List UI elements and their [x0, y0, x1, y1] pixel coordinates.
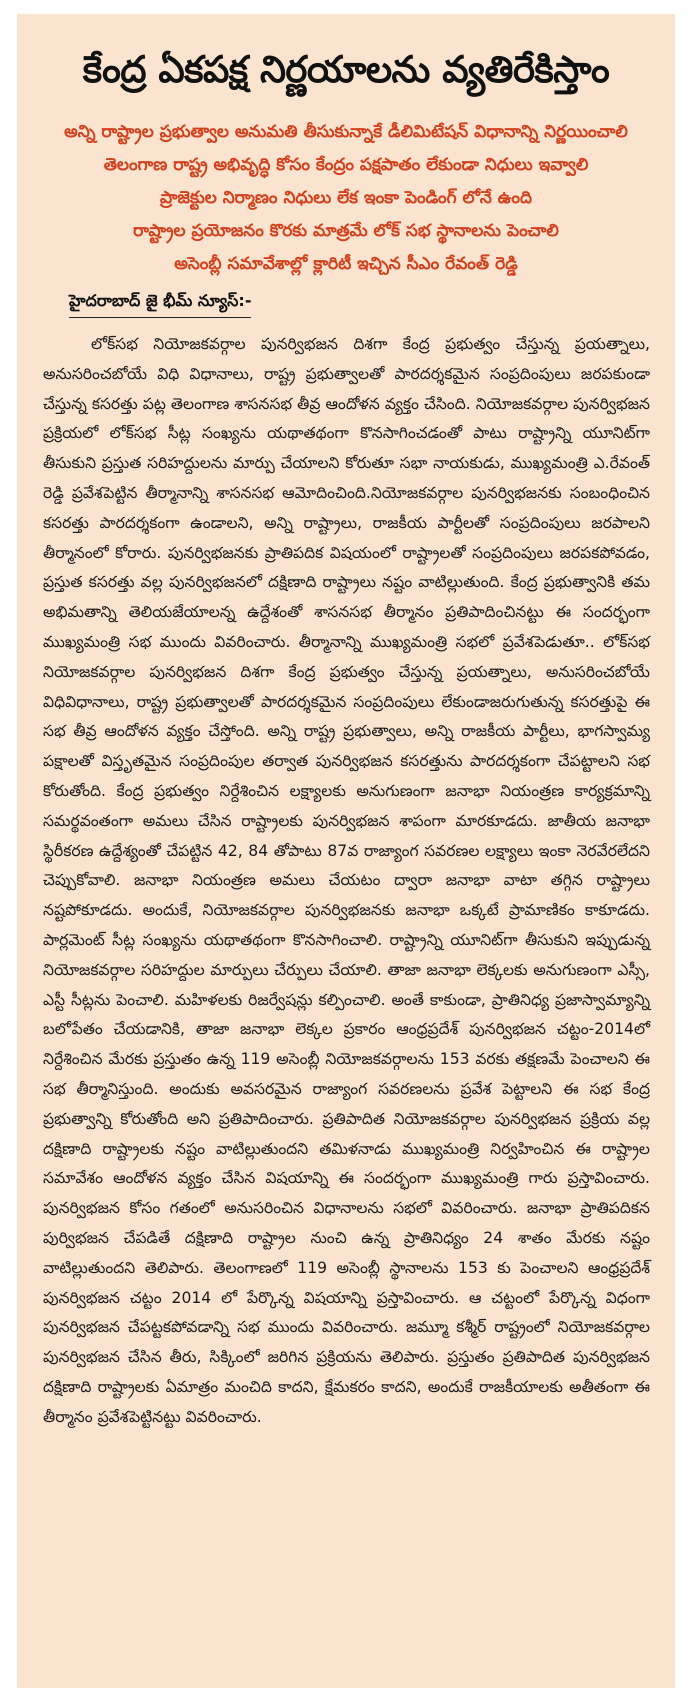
dateline: హైదరాబాద్ జై భీమ్ న్యూస్:-	[69, 291, 251, 318]
newspaper-clipping	[17, 14, 675, 1688]
subheadline: ప్రాజెక్టుల నిర్మాణం నిధులు లేక ఇంకా పెండింగ్ లోనే ఉంది	[160, 188, 532, 208]
headline: కేంద్ర ఏకపక్ష నిర్ణయాలను వ్యతిరేకిస్తాం	[82, 48, 610, 91]
article-body	[43, 330, 650, 1432]
subheadline: అన్ని రాష్ట్రాల ప్రభుత్వాల అనుమతి తీసుకున్నాకే డీలిమిటేషన్ విధానాన్ని నిర్ణయించాలి	[64, 122, 628, 142]
subheadlines	[17, 116, 675, 281]
subheadline: తెలంగాణ రాష్ట్ర అభివృద్ధి కోసం కేంద్రం పక్షపాతం లేకుండా నిధులు ఇవ్వాలి	[103, 155, 589, 175]
subheadline: అసెంబ్లీ సమావేశాల్లో క్లారిటీ ఇచ్చిన సీఎం రేవంత్ రెడ్డి	[174, 254, 518, 274]
subheadline: రాష్ట్రాల ప్రయోజనం కొరకు మాత్రమే లోక్ సభ స్థానాలను పెంచాలి	[133, 221, 559, 241]
article-paragraph: లోక్‌సభ నియోజకవర్గాల పునర్విభజన దిశగా కేంద్ర ప్రభుత్వం చేస్తున్న ప్రయత్నాలు, అనుసరించబోయే విధి విధానాలు, రాష్ట్ర ప్రభుత్వాలతో పారదర్శకమైన సంప్రదింపులు జరపకుండా చేస్తున్న కసరత్తు పట్ల తెలంగాణ శాసనసభ తీవ్ర ఆందోళన వ్యక్తం చేసింది. నియోజకవర్గాల పునర్విభజన ప్రక్రియలో లోక్‌సభ సీట్ల సంఖ్యను యథాతథంగా కొనసాగించడంతో పాటు రాష్ట్రాన్ని యూనిట్‌గా తీసుకుని ప్రస్తుత సరిహద్దులను మార్పు చేయాలని కోరుతూ సభా నాయకుడు, ముఖ్యమంత్రి ఎ.రేవంత్ రెడ్డి ప్రవేశపెట్టిన తీర్మానాన్ని శాసనసభ ఆమోదించింది.నియోజకవర్గాల పునర్విభజనకు సంబంధించిన కసరత్తు పారదర్శకంగా ఉండాలని, అన్ని రాష్ట్రాలు, రాజకీయ పార్టీలతో సంప్రదింపులు జరపాలని తీర్మానంలో కోరారు. పునర్విభజనకు ప్రాతిపదిక విషయంలో రాష్ట్రాలతో సంప్రదింపులు జరపకపోవడం, ప్రస్తుత కసరత్తు వల్ల పునర్విభజనలో దక్షిణాది రాష్ట్రాలు నష్టం వాటిల్లుతుంది. కేంద్ర ప్రభుత్వానికి తమ అభిమతాన్ని తెలియజేయాలన్న ఉద్దేశంతో శాసనసభ తీర్మానం ప్రతిపాదించినట్టు ఈ సందర్భంగా ముఖ్యమంత్రి సభ ముందు వివరించారు. తీర్మానాన్ని ముఖ్యమంత్రి సభలో ప్రవేశపెడుతూ.. లోక్‌సభ నియోజకవర్గాల పునర్విభజన దిశగా కేంద్ర ప్రభుత్వం చేస్తున్న ప్రయత్నాలు, అనుసరించబోయే విధివిధానాలు, రాష్ట్ర ప్రభుత్వాలతో పారదర్శకమైన సంప్రదింపులు లేకుండాజరుగుతున్న కసరత్తుపై ఈ సభ తీవ్ర ఆందోళన వ్యక్తం చేస్తోంది. అన్ని రాష్ట్ర ప్రభుత్వాలు, అన్ని రాజకీయ పార్టీలు, భాగస్వామ్య పక్షాలతో విస్తృతమైన సంప్రదింపుల తర్వాత పునర్విభజన కసరత్తును పారదర్శకంగా చేపట్టాలని సభ కోరుతోంది. కేంద్ర ప్రభుత్వం నిర్దేశించిన లక్ష్యాలకు అనుగుణంగా జనాభా నియంత్రణ కార్యక్రమాన్ని సమర్థవంతంగా అమలు చేసిన రాష్ట్రాలకు పునర్విభజన శాపంగా మారకూడదు. జాతీయ జనాభా స్థిరీకరణ ఉద్దేశ్యంతో చేపట్టిన 42, 84 తోపాటు 87వ రాజ్యాంగ సవరణల లక్ష్యాలు ఇంకా నెరవేరలేదని చెప్పుకోవాలి. జనాభా నియంత్రణ అమలు చేయటం ద్వారా జనాభా వాటా తగ్గిన రాష్ట్రాలు నష్టపోకూడదు. అందుకే, నియోజకవర్గాల పునర్విభజనకు జనాభా ఒక్కటే ప్రామాణికం కాకూడదు. పార్లమెంట్ సీట్ల సంఖ్యను యథాతథంగా కొనసాగించాలి. రాష్ట్రాన్ని యూనిట్‌గా తీసుకుని ఇప్పుడున్న నియోజకవర్గాల సరిహద్దుల మార్పులు చేర్పులు చేయాలి. తాజా జనాభా లెక్కలకు అనుగుణంగా ఎస్సీ, ఎస్టీ సీట్లను పెంచాలి. మహిళలకు రిజర్వేషన్లు కల్పించాలి. అంతే కాకుండా, ప్రాతినిధ్య ప్రజాస్వామ్యాన్ని బలోపేతం చేయడానికి, తాజా జనాభా లెక్కల ప్రకారం ఆంధ్రప్రదేశ్ పునర్విభజన చట్టం-2014లో నిర్దేశించిన మేరకు ప్రస్తుతం ఉన్న 119 అసెంబ్లీ నియోజకవర్గాలను 153 వరకు తక్షణమే పెంచాలని ఈ సభ తీర్మానిస్తుంది. అందుకు అవసరమైన రాజ్యాంగ సవరణలను ప్రవేశ పెట్టాలని ఈ సభ కేంద్ర ప్రభుత్వాన్ని కోరుతోంది అని ప్రతిపాదించారు. ప్రతిపాదిత నియోజకవర్గాల పునర్విభజన ప్రక్రియ వల్ల దక్షిణాది రాష్ట్రాలకు నష్టం వాటిల్లుతుందని తమిళనాడు ముఖ్యమంత్రి నిర్వహించిన ఈ రాష్ట్రాల సమావేశం ఆందోళన వ్యక్తం చేసిన విషయాన్ని ఈ సందర్భంగా ముఖ్యమంత్రి గారు ప్రస్తావించారు. పునర్విభజన కోసం గతంలో అనుసరించిన విధానాలను సభలో వివరించారు. జనాభా ప్రాతిపదికన పుర్విభజన చేపడితే దక్షిణాది రాష్ట్రాల నుంచి ఉన్న ప్రాతినిధ్యం 24 శాతం మేరకు నష్టం వాటిల్లుతుందని తెలిపారు. తెలంగాణలో 119 అసెంబ్లీ స్థానాలను 153 కు పెంచాలని ఆంధ్రప్రదేశ్ పునర్విభజన చట్టం 2014 లో పేర్కొన్న విషయాన్ని ప్రస్తావించారు. ఆ చట్టంలో పేర్కొన్న విధంగా పునర్విభజన చేపట్టకపోవడాన్ని సభ ముందు వివరించారు. జమ్మూ కశ్మీర్ రాష్ట్రంలో నియోజకవర్గాల పునర్విభజన చేసిన తీరు, సిక్కింలో జరిగిన ప్రక్రియను తెలిపారు. ప్రస్తుతం ప్రతిపాదిత పునర్విభజన దక్షిణాది రాష్ట్రాలకు ఏమాత్రం మంచిది కాదని, క్షేమకరం కాదని, అందుకే రాజకీయాలకు అతీతంగా ఈ తీర్మానం ప్రవేశపెట్టినట్టు వివరించారు.	[43, 335, 650, 1426]
